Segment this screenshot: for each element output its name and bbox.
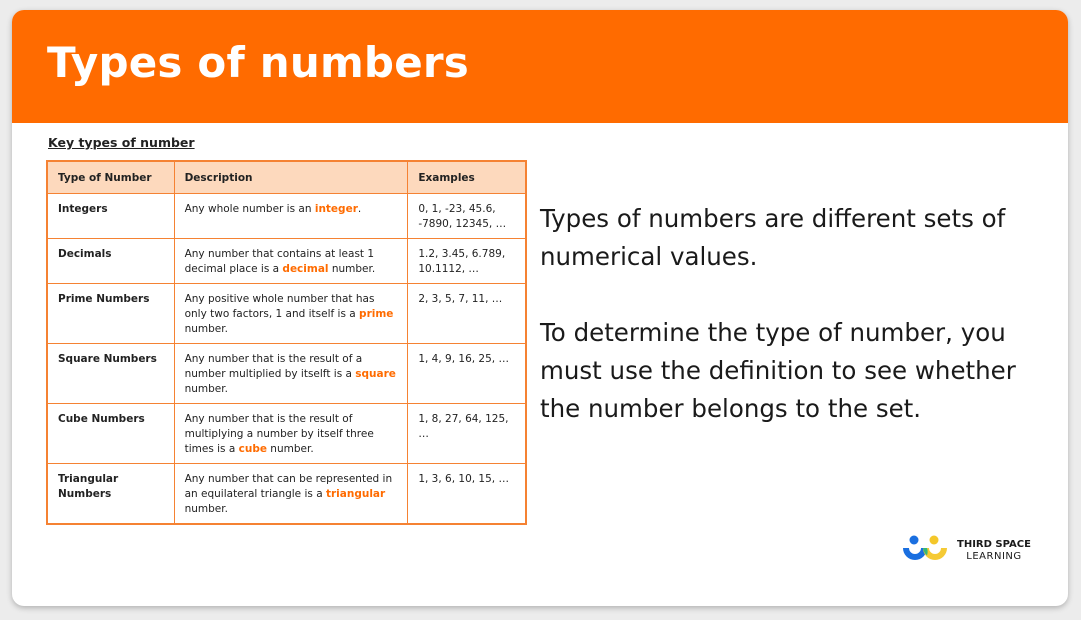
cell-type: Cube Numbers [47,404,174,464]
highlighted-term: integer [314,203,358,215]
description-text: number. [184,323,228,335]
description-text: Any whole number is an [184,203,315,215]
description-text: . [357,203,362,215]
third-space-learning-logo-icon [900,534,952,568]
highlighted-term: triangular [325,488,386,500]
cell-description [174,404,408,464]
cell-examples: 1, 4, 9, 16, 25, … [408,344,526,404]
cell-description [174,284,408,344]
explanation-text [540,200,1055,466]
logo-wordmark [957,539,1031,563]
column-header-examples: Examples [408,161,526,194]
page-title: Types of numbers [47,38,469,87]
number-types-table [46,160,527,525]
column-header-type: Type of Number [47,161,174,194]
cell-type: Square Numbers [47,344,174,404]
explanation-paragraph: Types of numbers are different sets of numerical values. [540,204,1006,271]
description-text: Any number that is the result of multiplying a number by itself three times is a [184,413,374,455]
description-text: Any number that is the result of a number multiplied by itselft is a [184,353,363,380]
cell-examples: 1, 8, 27, 64, 125, … [408,404,526,464]
highlighted-term: cube [238,443,267,455]
cell-type: Prime Numbers [47,284,174,344]
cell-examples: 1, 3, 6, 10, 15, … [408,464,526,525]
description-text: number. [266,443,314,455]
slide [12,10,1068,606]
cell-description [174,194,408,239]
description-text: Any positive whole number that has only two factors, 1 and itself is a [184,293,375,320]
logo-line-1: THIRD SPACE [957,539,1031,550]
table-row [47,344,526,404]
table-row [47,239,526,284]
table-caption: Key types of number [48,135,195,150]
description-text: Any number that contains at least 1 decimal place is a [184,248,375,275]
cell-examples: 1.2, 3.45, 6.789, 10.1112, … [408,239,526,284]
cell-description [174,464,408,525]
table-row [47,284,526,344]
column-header-description: Description [174,161,408,194]
table-row [47,194,526,239]
highlighted-term: square [355,368,396,380]
cell-type: Triangular Numbers [47,464,174,525]
table-header-row [47,161,526,194]
description-text: number. [328,263,376,275]
logo-line-2: LEARNING [966,551,1022,562]
cell-type: Integers [47,194,174,239]
table-row [47,404,526,464]
cell-type: Decimals [47,239,174,284]
description-text: Any number that can be represented in an equilateral triangle is a [184,473,393,500]
cell-examples: 0, 1, -23, 45.6, -7890, 12345, … [408,194,526,239]
highlighted-term: prime [359,308,394,320]
cell-examples: 2, 3, 5, 7, 11, … [408,284,526,344]
cell-description [174,239,408,284]
table-body [47,194,526,525]
header-bar [12,10,1068,123]
table-row [47,464,526,525]
third-space-learning-logo [900,534,1040,568]
cell-description [174,344,408,404]
highlighted-term: decimal [282,263,329,275]
description-text: number. [184,383,228,395]
description-text: number. [184,503,228,515]
explanation-paragraph: To determine the type of number, you must use the definition to see whether the number belongs to the set. [540,318,1016,423]
